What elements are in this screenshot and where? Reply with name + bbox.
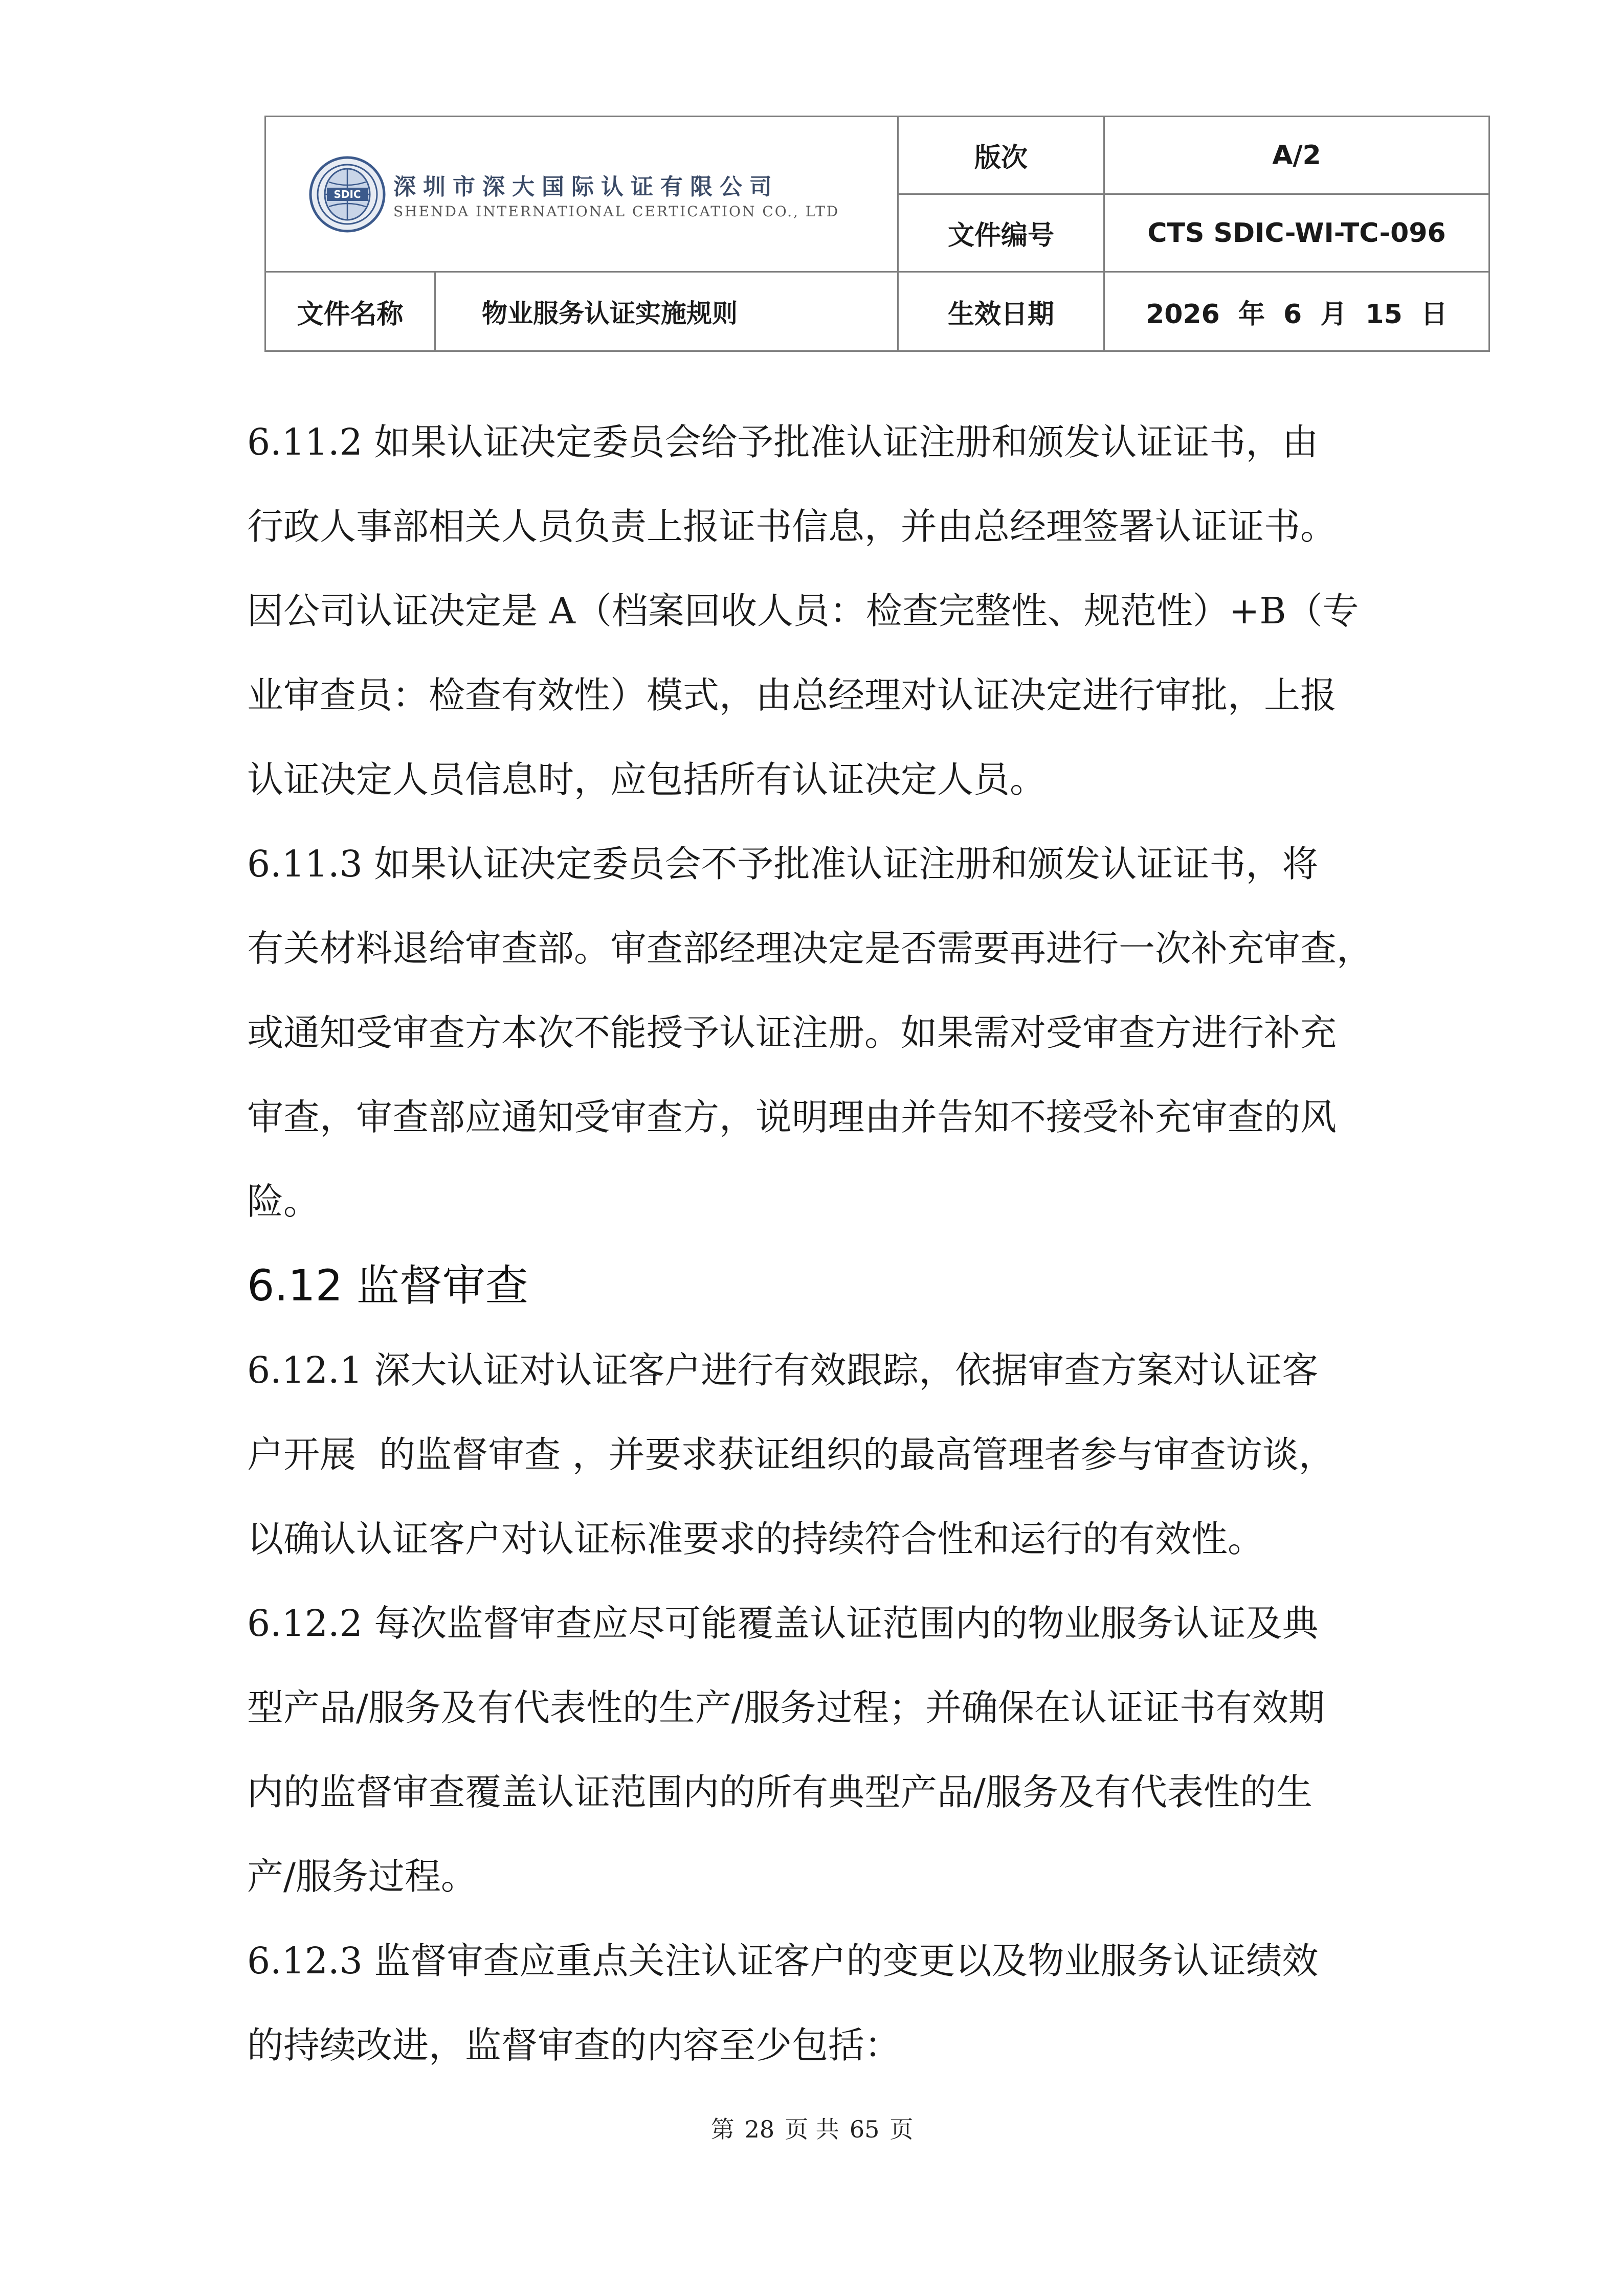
effective-date-value: 2026 年 6 月 15 日 — [1104, 272, 1489, 351]
body-line: 的持续改进，监督审查的内容至少包括： — [247, 2024, 901, 2066]
page-footer — [0, 2111, 1624, 2145]
page-number: 28 — [744, 2115, 775, 2143]
company-name-en: SHENDA INTERNATIONAL CERTICATION CO., LTD — [393, 203, 840, 220]
sdic-logo-icon — [308, 155, 386, 233]
docname-value: 物业服务认证实施规则 — [435, 272, 898, 351]
effective-date-label: 生效日期 — [898, 272, 1104, 351]
logo-text: SDIC — [333, 188, 361, 200]
company-logo-cell — [265, 117, 898, 272]
body-line: 有关材料退给审查部。审查部经理决定是否需要再进行一次补充审查， — [247, 927, 1373, 970]
footer-suffix: 页 — [889, 2115, 914, 2143]
body-line: 户开展 的监督审查 ，并要求获证组织的最高管理者参与审查访谈， — [247, 1433, 1335, 1476]
body-line: 6.12.1 深大认证对认证客户进行有效跟踪，依据审查方案对认证客 — [247, 1349, 1319, 1391]
body-line: 行政人事部相关人员负责上报证书信息，并由总经理签署认证证书。 — [247, 505, 1337, 548]
body-line: 认证决定人员信息时，应包括所有认证决定人员。 — [247, 758, 1047, 801]
body-line: 因公司认证决定是 A（档案回收人员：检查完整性、规范性）+B（专 — [247, 590, 1359, 632]
body-line: 6.11.2 如果认证决定委员会给予批准认证注册和颁发认证证书，由 — [247, 421, 1319, 463]
body-line: 审查，审查部应通知受审查方，说明理由并告知不接受补充审查的风 — [247, 1096, 1337, 1138]
company-name-cn: 深圳市深大国际认证有限公司 — [393, 174, 779, 200]
body-line: 6.12.2 每次监督审查应尽可能覆盖认证范围内的物业服务认证及典 — [247, 1602, 1319, 1645]
body-line: 6.12.3 监督审查应重点关注认证客户的变更以及物业服务认证绩效 — [247, 1940, 1319, 1982]
footer-middle: 页 共 — [785, 2115, 839, 2143]
section-heading: 6.12 监督审查 — [247, 1260, 528, 1311]
footer-prefix: 第 — [710, 2115, 735, 2143]
body-line: 以确认认证客户对认证标准要求的持续符合性和运行的有效性。 — [247, 1518, 1264, 1560]
page-total: 65 — [849, 2115, 880, 2143]
body-line: 业审查员：检查有效性）模式，由总经理对认证决定进行审批，上报 — [247, 674, 1337, 716]
document-body — [247, 400, 1439, 2087]
body-line: 6.11.3 如果认证决定委员会不予批准认证注册和颁发认证证书，将 — [247, 843, 1319, 885]
version-label: 版次 — [898, 117, 1104, 194]
docname-label: 文件名称 — [265, 272, 435, 351]
docno-value: CTS SDIC-WI-TC-096 — [1104, 194, 1489, 272]
docno-label: 文件编号 — [898, 194, 1104, 272]
body-line: 产/服务过程。 — [247, 1855, 477, 1898]
body-line: 险。 — [247, 1180, 320, 1223]
body-line: 或通知受审查方本次不能授予认证注册。如果需对受审查方进行补充 — [247, 1011, 1337, 1054]
body-line: 型产品/服务及有代表性的生产/服务过程；并确保在认证证书有效期 — [247, 1686, 1325, 1729]
document-header-table — [264, 116, 1490, 352]
body-line: 内的监督审查覆盖认证范围内的所有典型产品/服务及有代表性的生 — [247, 1771, 1312, 1813]
version-value: A/2 — [1104, 117, 1489, 194]
